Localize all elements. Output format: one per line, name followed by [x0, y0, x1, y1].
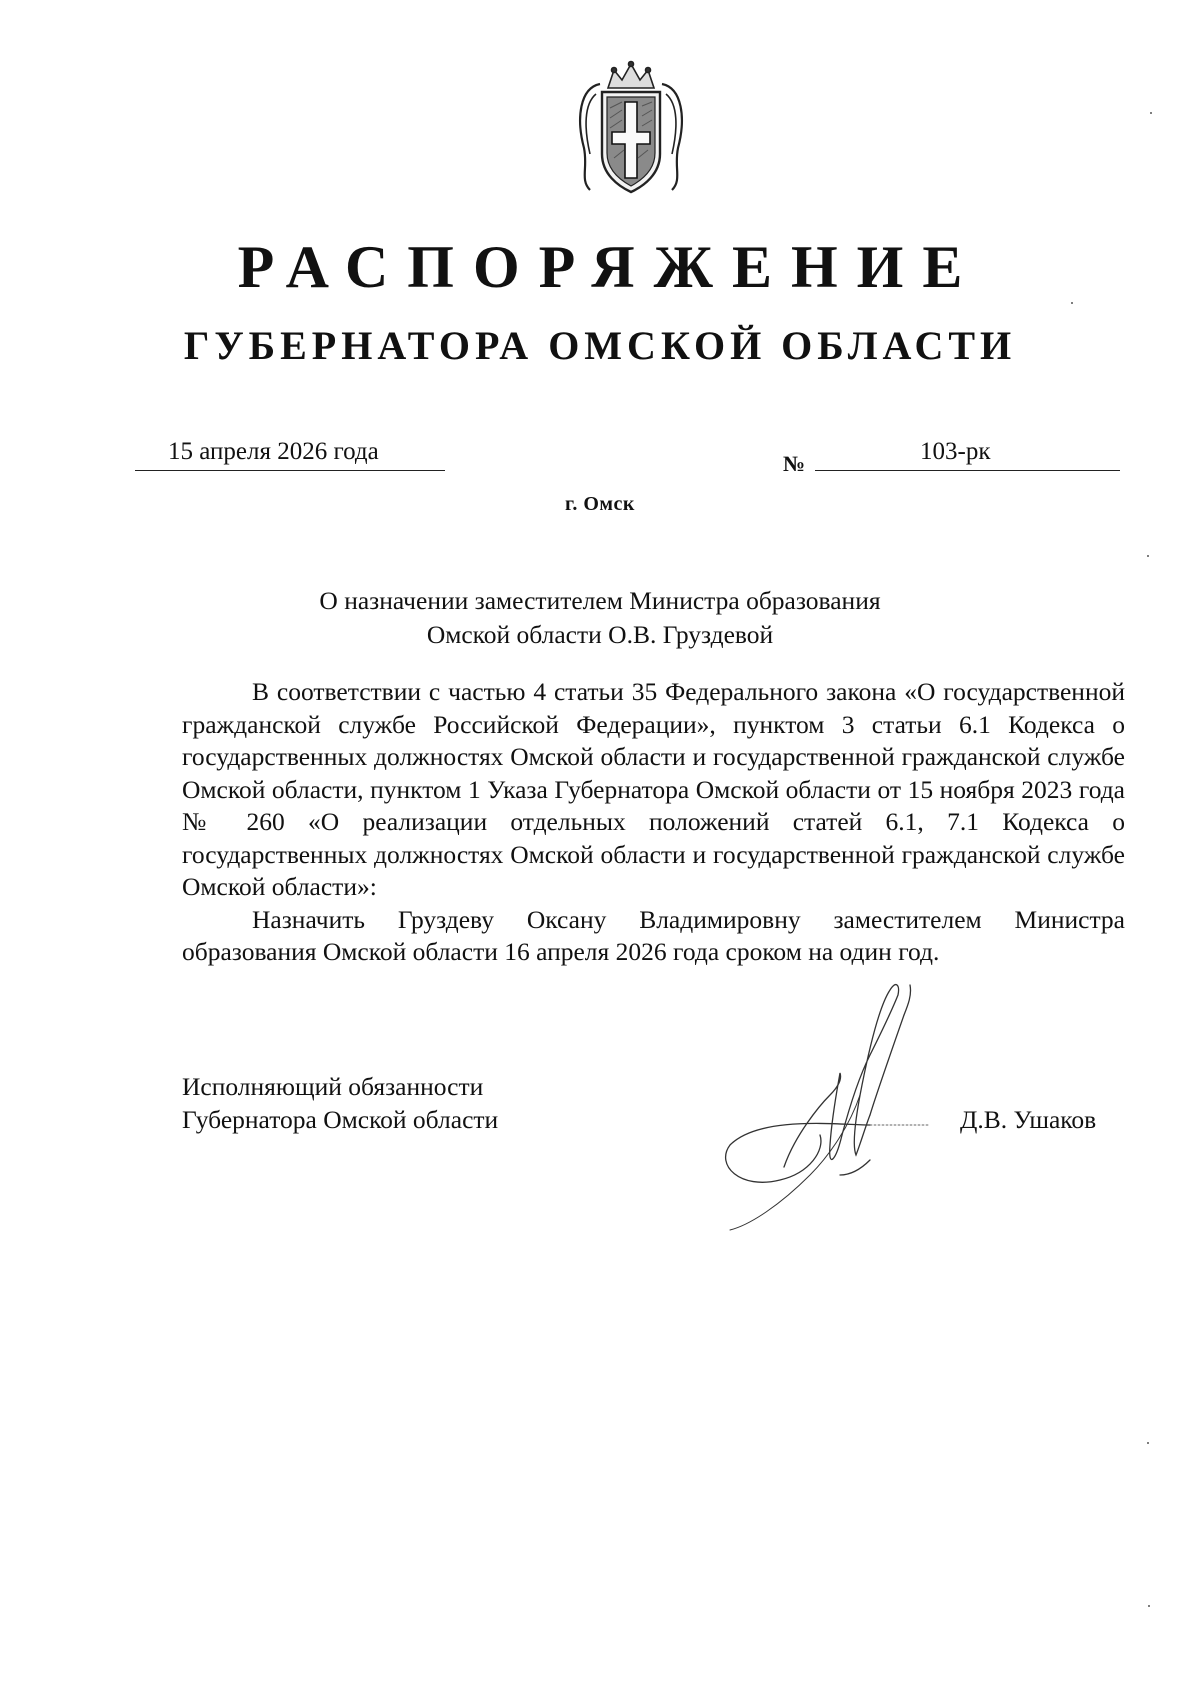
document-date: 15 апреля 2026 года	[168, 438, 379, 465]
signer-position-line-2: Губернатора Омской области	[182, 1105, 499, 1134]
date-underline	[135, 470, 445, 471]
subject-line-1: О назначении заместителем Министра образования	[319, 586, 881, 615]
document-body	[182, 676, 1125, 969]
scan-speck	[1148, 1605, 1150, 1607]
document-subject	[150, 584, 1050, 652]
signer-position	[182, 1070, 498, 1136]
handwritten-signature	[720, 975, 980, 1245]
signer-position-line-1: Исполняющий обязанности	[182, 1072, 484, 1101]
omsk-coat-of-arms-icon	[570, 58, 692, 200]
document-number: 103-рк	[920, 438, 991, 465]
scan-speck	[1147, 1442, 1149, 1444]
scan-speck	[1071, 302, 1073, 304]
body-paragraph-basis: В соответствии с частью 4 статьи 35 Федерального закона «О государственной гражданской службе Российской Федерации», пунктом 3 статьи 6.1 Кодекса о государственных должностях Омской области и государственной гражданской службе Омской области, пунктом 1 Указа Губернатора Омской области от 15 ноября 2023 года № 260 «О реализации отдельных положений статей 6.1, 7.1 Кодекса о государственных должностях Омской области и государственной гражданской службе Омской области»:	[182, 677, 1125, 901]
scan-speck	[1147, 555, 1149, 557]
number-sign-label: №	[783, 451, 806, 476]
document-title: РАСПОРЯЖЕНИЕ	[237, 234, 982, 300]
scan-speck	[1150, 112, 1152, 114]
signer-name: Д.В. Ушаков	[960, 1105, 1097, 1134]
document-city: г. Омск	[565, 493, 635, 515]
subject-line-2: Омской области О.В. Груздевой	[426, 620, 774, 649]
number-underline	[815, 470, 1120, 471]
document-subtitle: ГУБЕРНАТОРА ОМСКОЙ ОБЛАСТИ	[183, 323, 1017, 368]
body-paragraph-order: Назначить Груздеву Оксану Владимировну заместителем Министра образования Омской области 16 апреля 2026 года сроком на один год.	[182, 904, 1125, 966]
